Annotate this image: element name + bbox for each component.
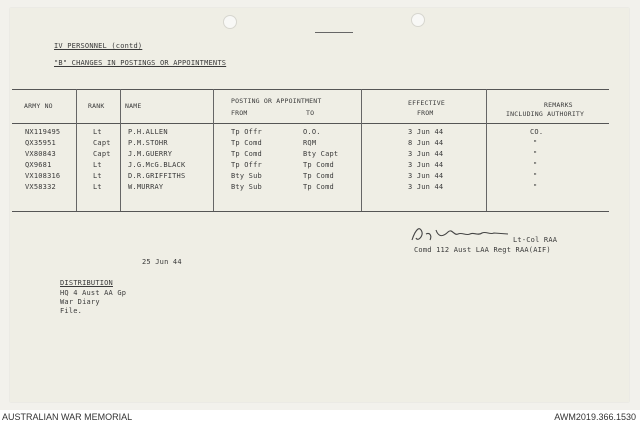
header-army-no: ARMY NO — [24, 102, 53, 110]
document-page — [10, 8, 629, 402]
document-date: 25 Jun 44 — [142, 258, 182, 266]
cell-effective: 3 Jun 44 — [408, 172, 444, 180]
signatory-title: Comd 112 Aust LAA Regt RAA(AIF) — [414, 246, 551, 254]
cell-from: Tp Comd — [231, 139, 262, 147]
cell-remarks: " — [533, 172, 538, 180]
cell-rank: Capt — [93, 150, 111, 158]
cell-remarks: " — [533, 161, 538, 169]
cell-name: P.M.STOHR — [128, 139, 168, 147]
handwritten-signature — [408, 222, 523, 246]
table-row — [10, 139, 629, 150]
cell-to: Tp Comd — [303, 183, 334, 191]
table-row — [10, 183, 629, 194]
table-body — [10, 128, 629, 208]
distribution-item: HQ 4 Aust AA Gp — [60, 289, 127, 297]
table-header-rule — [12, 123, 609, 124]
cell-from: Tp Offr — [231, 161, 262, 169]
cell-effective: 8 Jun 44 — [408, 139, 444, 147]
cell-remarks: " — [533, 150, 538, 158]
cell-rank: Lt — [93, 172, 102, 180]
cell-rank: Lt — [93, 183, 102, 191]
cell-effective: 3 Jun 44 — [408, 128, 444, 136]
cell-name: P.H.ALLEN — [128, 128, 168, 136]
cell-effective: 3 Jun 44 — [408, 161, 444, 169]
distribution-item: War Diary — [60, 298, 100, 306]
cell-army-no: QX9681 — [25, 161, 52, 169]
cell-name: D.R.GRIFFITHS — [128, 172, 186, 180]
cell-from: Bty Sub — [231, 183, 262, 191]
cell-rank: Lt — [93, 128, 102, 136]
cell-remarks: " — [533, 183, 538, 191]
table-row — [10, 161, 629, 172]
cell-from: Tp Offr — [231, 128, 262, 136]
cell-effective: 3 Jun 44 — [408, 183, 444, 191]
cell-effective: 3 Jun 44 — [408, 150, 444, 158]
table-row — [10, 172, 629, 183]
header-name: NAME — [125, 102, 142, 110]
cell-to: RQM — [303, 139, 317, 147]
header-effective-from: FROM — [417, 109, 434, 117]
cell-remarks: " — [533, 139, 538, 147]
cell-from: Tp Comd — [231, 150, 262, 158]
header-to: TO — [306, 109, 315, 117]
cell-army-no: VX80843 — [25, 150, 56, 158]
cell-name: J.M.GUERRY — [128, 150, 173, 158]
archive-reference: AWM2019.366.1530 — [554, 412, 636, 422]
distribution-item: File. — [60, 307, 83, 315]
cell-name: W.MURRAY — [128, 183, 164, 191]
header-from: FROM — [231, 109, 248, 117]
cell-to: O.O. — [303, 128, 321, 136]
table-row — [10, 150, 629, 161]
archive-name: AUSTRALIAN WAR MEMORIAL — [2, 412, 133, 422]
table-bottom-rule — [12, 211, 609, 212]
table-top-rule — [12, 89, 609, 90]
cell-army-no: QX35951 — [25, 139, 56, 147]
cell-remarks: CO. — [530, 128, 544, 136]
cell-to: Tp Comd — [303, 161, 334, 169]
header-remarks: REMARKS — [544, 101, 573, 109]
cell-to: Tp Comd — [303, 172, 334, 180]
cell-from: Bty Sub — [231, 172, 262, 180]
cell-army-no: NX119495 — [25, 128, 61, 136]
cell-rank: Lt — [93, 161, 102, 169]
section-title: IV PERSONNEL (contd) — [54, 42, 143, 50]
cell-army-no: VX58332 — [25, 183, 56, 191]
postings-table — [10, 8, 629, 308]
cell-to: Bty Capt — [303, 150, 339, 158]
signatory-rank: Lt-Col RAA — [513, 236, 558, 244]
archive-footer — [0, 410, 640, 425]
header-effective: EFFECTIVE — [408, 99, 446, 107]
distribution-title: DISTRIBUTION — [60, 279, 113, 287]
header-postings: POSTING OR APPOINTMENT — [231, 97, 322, 105]
cell-rank: Capt — [93, 139, 111, 147]
cell-name: J.G.McG.BLACK — [128, 161, 186, 169]
header-rank: RANK — [88, 102, 105, 110]
subsection-title: "B" CHANGES IN POSTINGS OR APPOINTMENTS — [54, 59, 227, 67]
header-remarks-sub: INCLUDING AUTHORITY — [506, 110, 585, 118]
table-row — [10, 128, 629, 139]
cell-army-no: VX108316 — [25, 172, 61, 180]
